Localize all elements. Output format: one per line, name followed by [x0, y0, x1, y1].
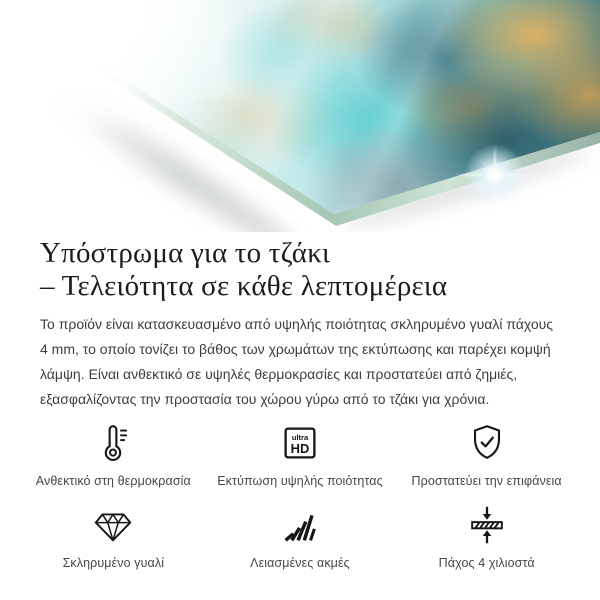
feature-temperature — [20, 420, 207, 488]
polished-edges-icon — [277, 502, 323, 548]
feature-grid — [20, 420, 580, 570]
feature-label: Εκτύπωση υψηλής ποιότητας — [217, 474, 383, 488]
feature-label: Λειασμένες ακμές — [250, 556, 350, 570]
feature-polished-edges — [207, 502, 394, 570]
feature-label: Πάχος 4 χιλιοστά — [438, 556, 535, 570]
diamond-icon — [90, 502, 136, 548]
feature-label: Σκληρυμένο γυαλί — [62, 556, 165, 570]
photo-fade — [0, 0, 600, 232]
shield-check-icon — [464, 420, 510, 466]
feature-thickness — [393, 502, 580, 570]
feature-tempered-glass — [20, 502, 207, 570]
ultra-hd-icon — [277, 420, 323, 466]
thermometer-icon — [90, 420, 136, 466]
page-title — [40, 237, 560, 303]
feature-print-quality — [207, 420, 394, 488]
hero-glass-panel-photo — [0, 0, 600, 232]
title-line-2: – Τελειότητα σε κάθε λεπτομέρεια — [40, 270, 448, 302]
ultra-text: ultra — [291, 433, 309, 443]
feature-label: Προστατεύει την επιφάνεια — [411, 474, 562, 488]
title-line-1: Υπόστρωμα για το τζάκι — [40, 237, 331, 269]
product-description: Το προϊόν είναι κατασκευασμένο από υψηλής ποιότητας σκληρυμένο γυαλί πάχους 4 mm, το οποίο τονίζει το βάθος των χρωμάτων της εκτύπωσης και παρέχει κομψή λάμψη. Είναι ανθεκτικό σε υψηλές θερμοκρασίες και προστατεύει από ζημιές, εξασφαλίζοντας την προστασία του χώρου γύρω από το τζάκι για χρόνια. — [40, 316, 554, 407]
feature-label: Ανθεκτικό στη θερμοκρασία — [35, 474, 191, 488]
copy-section — [0, 237, 600, 412]
hd-text: HD — [290, 441, 310, 457]
feature-surface-protection — [393, 420, 580, 488]
thickness-icon — [464, 502, 510, 548]
